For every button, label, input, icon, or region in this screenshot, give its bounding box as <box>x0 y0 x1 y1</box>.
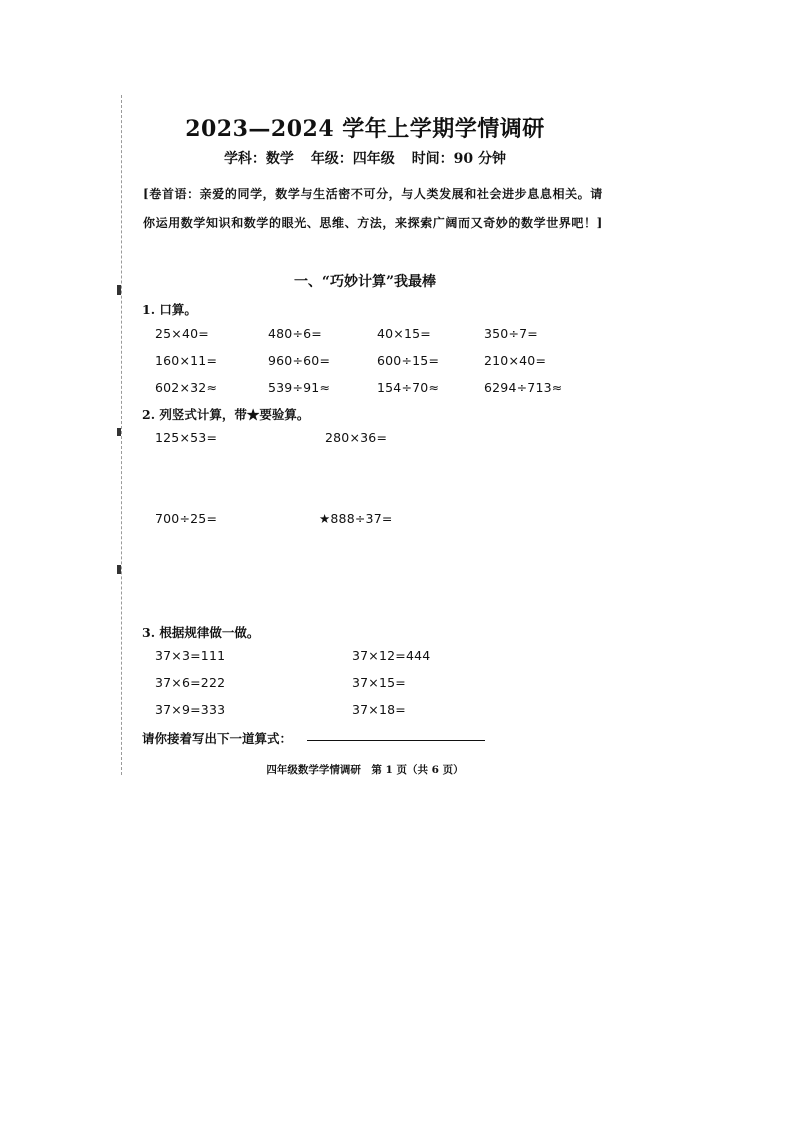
pattern-item: 37×3=111 <box>155 648 226 663</box>
section-title: 一、“巧妙计算”我最棒 <box>293 274 437 290</box>
oral-calc-item: 600÷15= <box>377 353 440 368</box>
binding-line <box>121 95 122 775</box>
pattern-item: 37×12=444 <box>352 648 431 663</box>
grade-label: 年级：四年级 <box>310 151 395 167</box>
pattern-item: 37×9=333 <box>155 702 226 717</box>
binding-mark <box>117 428 121 436</box>
oral-calc-item: 25×40= <box>155 326 209 341</box>
oral-calc-item: 6294÷713≈ <box>484 380 563 395</box>
oral-calc-item: 350÷7= <box>484 326 538 341</box>
next-formula-prompt: 请你接着写出下一道算式： <box>142 731 293 746</box>
oral-calc-item: 480÷6= <box>268 326 322 341</box>
pattern-item: 37×15= <box>352 675 406 690</box>
question-2-title: 2. 列竖式计算，带★要验算。 <box>142 407 310 422</box>
preface-text: [卷首语：亲爱的同学，数学与生活密不可分，与人类发展和社会进步息息相关。请你运用数学知识和数学的眼光、思维、方法，来探索广阔而又奇妙的数学世界吧！] <box>143 187 603 230</box>
time-label: 时间：90 分钟 <box>411 151 507 167</box>
question-1-title: 1. 口算。 <box>142 302 197 317</box>
pattern-item: 37×18= <box>352 702 406 717</box>
oral-calc-item: 40×15= <box>377 326 431 341</box>
oral-calc-item: 960÷60= <box>268 353 331 368</box>
exam-title: 2023—2024 学年上学期学情调研 <box>185 116 545 142</box>
answer-blank-line[interactable] <box>307 740 485 741</box>
question-3-title: 3. 根据规律做一做。 <box>142 625 260 640</box>
vertical-calc-item: ★888÷37= <box>319 511 393 526</box>
oral-calc-item: 539÷91≈ <box>268 380 331 395</box>
oral-calc-item: 154÷70≈ <box>377 380 440 395</box>
pattern-item: 37×6=222 <box>155 675 226 690</box>
vertical-calc-item: 125×53= <box>155 430 218 445</box>
oral-calc-item: 160×11= <box>155 353 218 368</box>
exam-info <box>0 148 730 168</box>
vertical-calc-item: 280×36= <box>325 430 388 445</box>
binding-mark <box>117 565 121 574</box>
oral-calc-item: 602×32≈ <box>155 380 218 395</box>
page-footer: 四年级数学学情调研 第 1 页（共 6 页） <box>266 764 464 776</box>
subject-label: 学科：数学 <box>223 151 294 167</box>
oral-calc-item: 210×40= <box>484 353 547 368</box>
vertical-calc-item: 700÷25= <box>155 511 218 526</box>
